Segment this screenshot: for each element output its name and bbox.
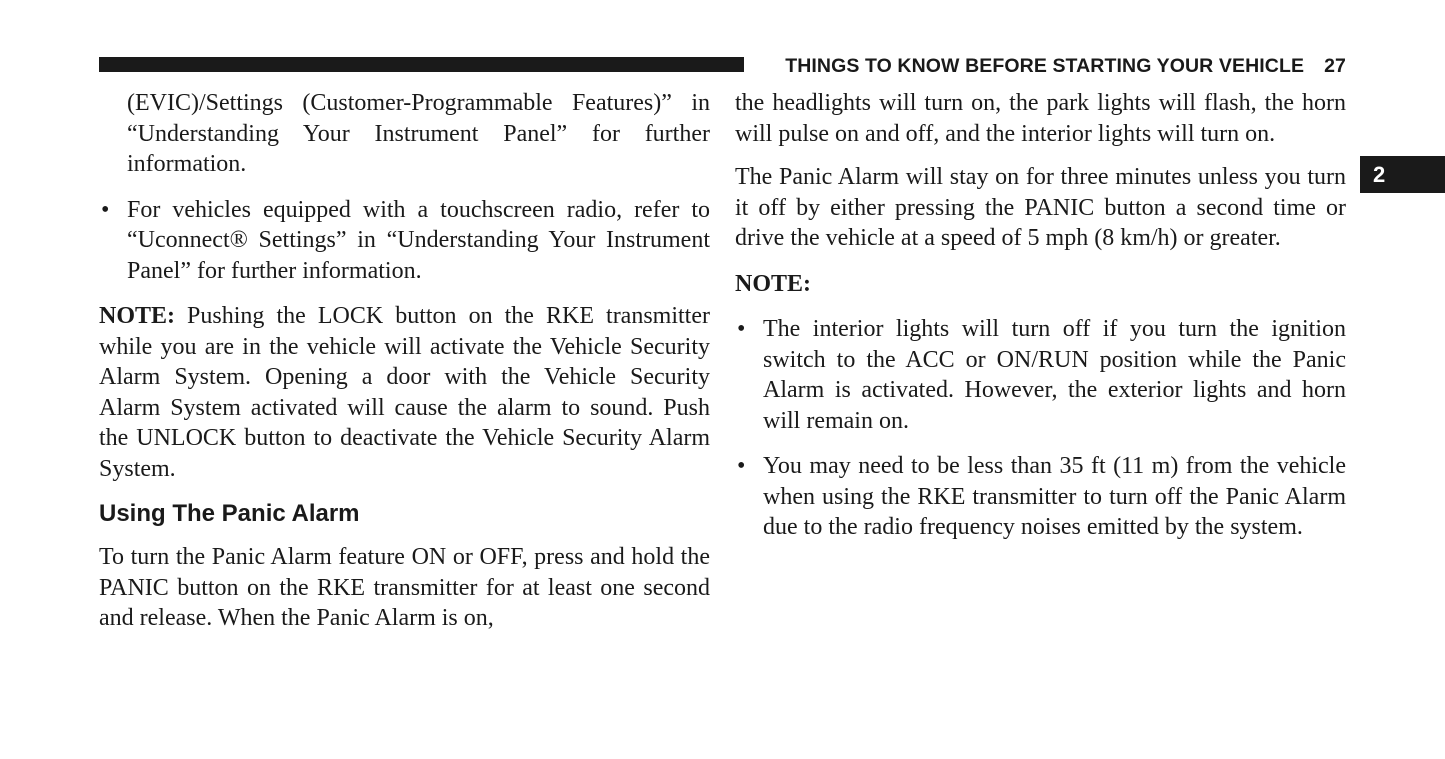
continuation-paragraph: (EVIC)/Settings (Customer-Programmable Features)” in “Understanding Your Instrument Panel” for further information. <box>127 90 710 177</box>
running-header <box>758 53 1346 79</box>
continuation-paragraph: the headlights will turn on, the park lights will flash, the horn will pulse on and off, and the interior lights will turn on. <box>735 90 1346 147</box>
right-column <box>735 88 1346 543</box>
list-item <box>735 451 1346 543</box>
header-rule <box>99 57 744 72</box>
bullet-icon: • <box>737 316 746 342</box>
note-label: NOTE: <box>99 303 176 329</box>
chapter-tab <box>1360 156 1445 193</box>
list-item <box>735 314 1346 436</box>
list-item-text: The interior lights will turn off if you turn the ignition switch to the ACC or ON/RUN position while the Panic Alarm is activated. However, the exterior lights and horn will remain on. <box>763 316 1346 434</box>
note-heading <box>735 269 1346 300</box>
bullet-icon: • <box>737 453 746 479</box>
list-item-text: For vehicles equipped with a touchscreen radio, refer to “Uconnect® Settings” in “Understanding Your Instrument Panel” for further information. <box>127 196 710 284</box>
list-item <box>99 195 710 287</box>
list-item-text: You may need to be less than 35 ft (11 m) from the vehicle when using the RKE transmitter to turn off the Panic Alarm due to the radio frequency noises emitted by the system. <box>763 453 1346 540</box>
bullet-icon: • <box>101 196 110 223</box>
panic-duration-paragraph: The Panic Alarm will stay on for three minutes unless you turn it off by either pressing the PANIC button a second time or drive the vehicle at a speed of 5 mph (8 km/h) or greater. <box>735 164 1346 251</box>
panic-alarm-paragraph: To turn the Panic Alarm feature ON or OFF, press and hold the PANIC button on the RKE transmitter for at least one second and release. When the Panic Alarm is on, <box>99 544 710 631</box>
section-heading: Using The Panic Alarm <box>99 500 360 527</box>
chapter-tab-number: 2 <box>1373 161 1386 187</box>
note-text: Pushing the LOCK button on the RKE transmitter while you are in the vehicle will activate the Vehicle Security Alarm System. Opening a door with the Vehicle Security Alarm System activated will cause the alarm to sound. Push the UNLOCK button to deactivate the Vehicle Security Alarm System. <box>99 303 710 482</box>
note-paragraph <box>99 301 710 484</box>
note-label: NOTE: <box>735 270 812 297</box>
page-number: 27 <box>1324 54 1346 77</box>
left-column <box>99 88 710 634</box>
header-title: THINGS TO KNOW BEFORE STARTING YOUR VEHICLE <box>785 54 1305 77</box>
